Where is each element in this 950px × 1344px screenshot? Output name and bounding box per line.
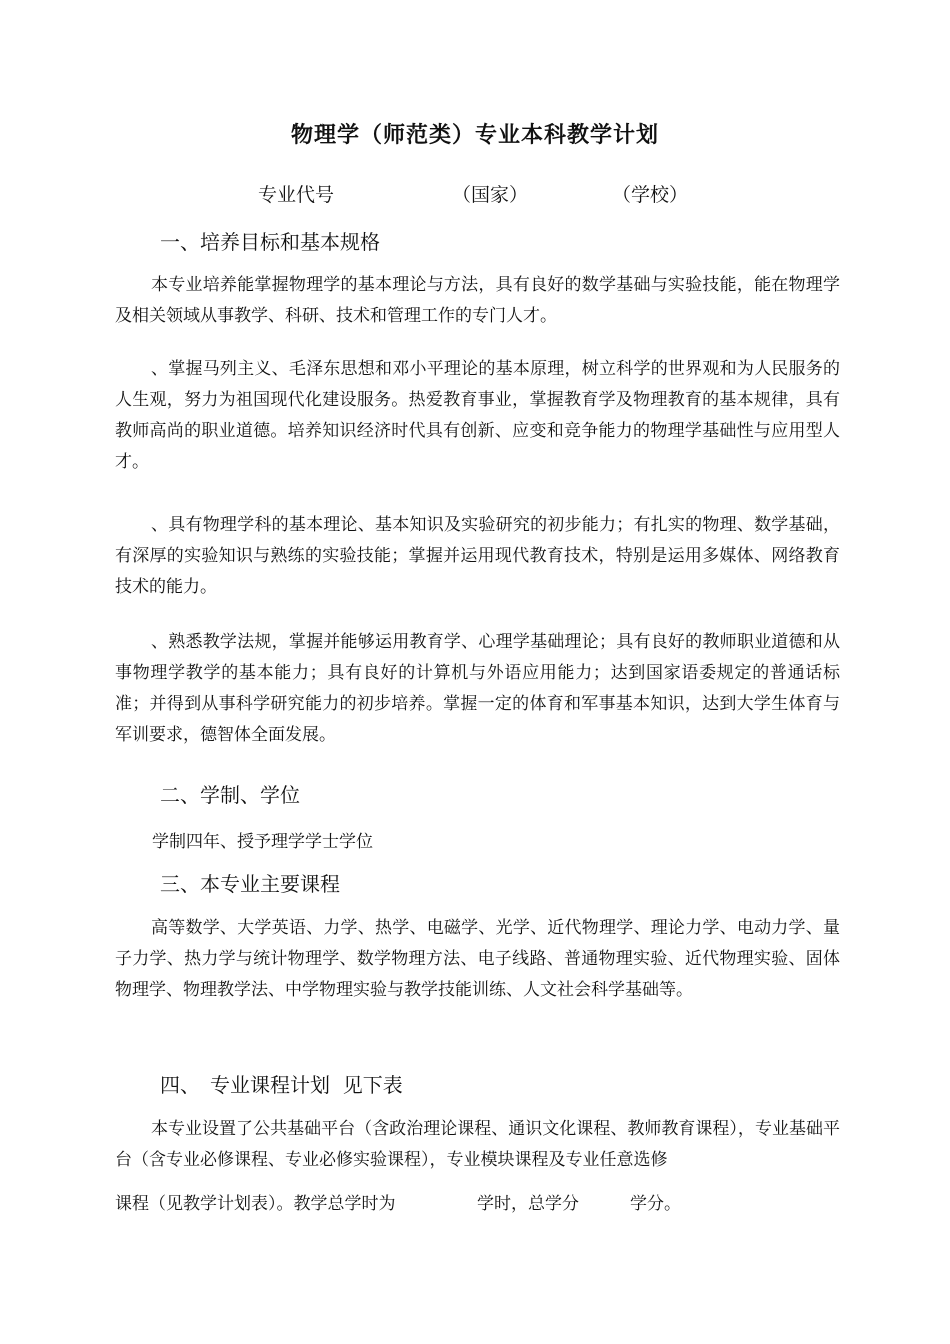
section-1-paragraph-1: 本专业培养能掌握物理学的基本理论与方法，具有良好的数学基础与实验技能，能在物理学及相关领域从事教学、科研、技术和管理工作的专门人才。	[115, 275, 840, 326]
section-1-paragraph-2: 、掌握马列主义、毛泽东思想和邓小平理论的基本原理，树立科学的世界观和为人民服务的人生观，努力为祖国现代化建设服务。热爱教育事业，掌握教育学及物理教育的基本规律，具有教师高尚的职业道德。培养知识经济时代具有创新、应变和竞争能力的物理学基础性与应用型人才。	[115, 359, 840, 472]
major-code-school: （学校）	[612, 184, 689, 206]
section-4-heading: 四、 专业课程计划 见下表	[160, 1073, 403, 1097]
section-2-text: 学制四年、授予理学学士学位	[152, 832, 373, 852]
section-4-paragraph-1: 本专业设置了公共基础平台（含政治理论课程、通识文化课程、教师教育课程），专业基础平台（含专业必修课程、专业必修实验课程），专业模块课程及专业任意选修	[115, 1119, 840, 1170]
section-4-total-hours-label: 课程（见教学计划表）。教学总学时为	[115, 1194, 396, 1214]
major-code-label: 专业代号	[258, 184, 335, 206]
section-1-heading: 一、培养目标和基本规格	[160, 230, 380, 254]
section-4-total-credits-label: 学时，总学分	[477, 1194, 579, 1214]
major-code-national: （国家）	[452, 184, 529, 206]
section-3-paragraph-1: 高等数学、大学英语、力学、热学、电磁学、光学、近代物理学、理论力学、电动力学、量子力学、热力学与统计物理学、数学物理方法、电子线路、普通物理实验、近代物理实验、固体物理学、物理教学法、中学物理实验与教学技能训练、人文社会科学基础等。	[115, 918, 840, 1000]
document-title: 物理学（师范类）专业本科教学计划	[290, 123, 659, 148]
section-1-paragraph-4: 、熟悉教学法规，掌握并能够运用教育学、心理学基础理论；具有良好的教师职业道德和从事物理学教学的基本能力；具有良好的计算机与外语应用能力；达到国家语委规定的普通话标准；并得到从事科学研究能力的初步培养。掌握一定的体育和军事基本知识，达到大学生体育与军训要求，德智体全面发展。	[115, 632, 840, 745]
section-1-paragraph-3: 、具有物理学科的基本理论、基本知识及实验研究的初步能力；有扎实的物理、数学基础，有深厚的实验知识与熟练的实验技能；掌握并运用现代教育技术，特别是运用多媒体、网络教育技术的能力。	[115, 515, 840, 597]
section-4-credits-unit: 学分。	[630, 1194, 681, 1214]
section-2-heading: 二、学制、学位	[160, 783, 300, 807]
section-3-heading: 三、本专业主要课程	[160, 872, 340, 896]
